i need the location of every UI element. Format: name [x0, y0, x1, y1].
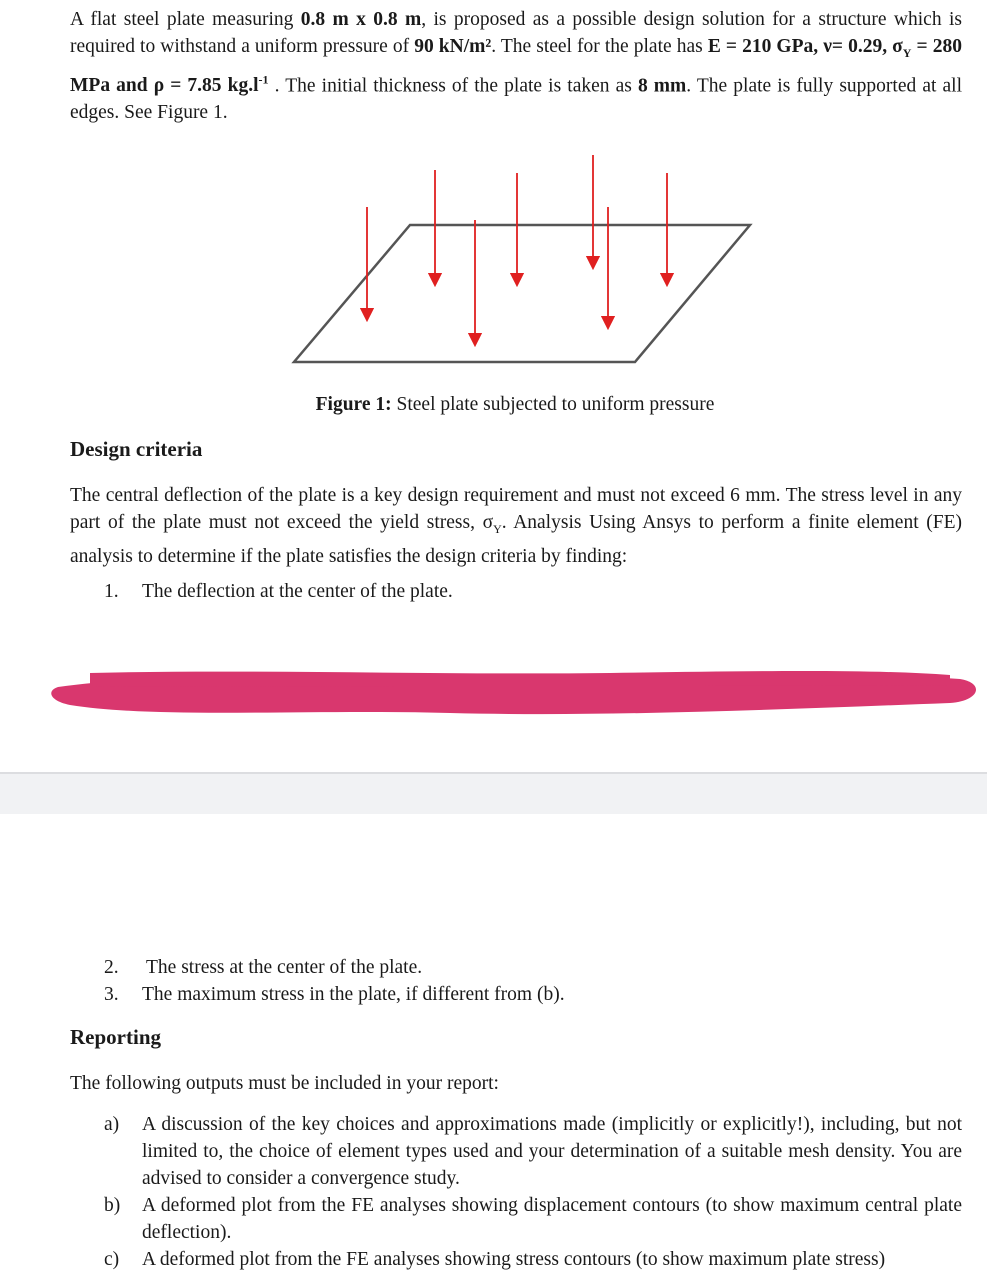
plate-outline — [294, 225, 750, 362]
reporting-heading: Reporting — [70, 1025, 161, 1049]
list-item: a) A discussion of the key choices and approximations made (implicitly or explicitly!), including, but not limited to, the choice of element types used and your determination of a suitable mesh density. You are advised to consider a convergence study. — [104, 1114, 962, 1189]
figure-caption: Figure 1: Steel plate subjected to uniform pressure — [315, 394, 715, 415]
design-criteria-paragraph: The central deflection of the plate is a key design requirement and must not exceed 6 mm. The stress level in any part of the plate must not exceed the yield stress, $\sigma_Y$. Analysis Using Ansys to perform a finite element (FE) analysis to determine if the plate satisfies the design criteria by finding: — [70, 485, 963, 567]
list-item: b) A deformed plot from the FE analyses showing displacement contours (to show maximum central plate deflection). — [104, 1195, 962, 1243]
list-item: c) A deformed plot from the FE analyses showing stress contours (to show maximum plate stress) — [104, 1249, 886, 1270]
list-item: 3. The maximum stress in the plate, if different from (b). — [104, 984, 565, 1005]
list-item: 2. The stress at the center of the plate. — [104, 957, 423, 978]
redaction-mark — [50, 665, 980, 725]
list-item: 1. The deflection at the center of the plate. — [104, 581, 453, 602]
reporting-intro: The following outputs must be included in your report: — [70, 1073, 499, 1094]
plate-figure — [280, 145, 760, 370]
design-criteria-heading: Design criteria — [70, 437, 203, 461]
page-divider — [0, 772, 987, 814]
intro-paragraph: A flat steel plate measuring 0.8 m x 0.8 m, is proposed as a possible design solution for a structure which is required to withstand a uniform pressure of 90 kN/m². The steel for the plate has E = 210 GPa, ν= 0.29, $\sigma_Y = 280$ MPa and ρ = 7.85 $kg.l^{-1}$ . The initial thickness of the plate is taken as 8 mm. The plate is fully supported at all edges. See Figure 1. — [70, 9, 962, 124]
